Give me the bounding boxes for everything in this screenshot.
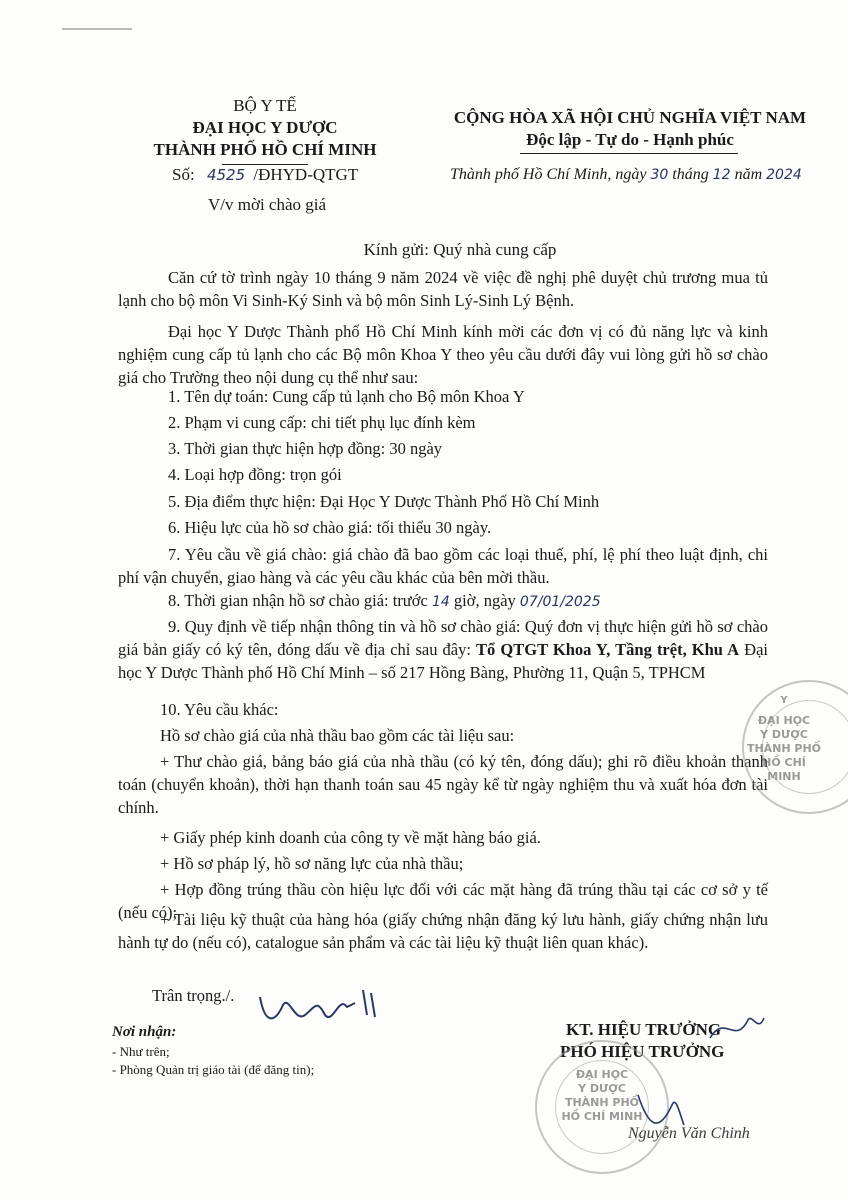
date-day-handwritten: 30 <box>650 167 669 183</box>
place-and-date: Thành phố Hồ Chí Minh, ngày 30 tháng 12 năm 2024 <box>450 166 802 183</box>
signer-role-2: PHÓ HIỆU TRƯỞNG <box>560 1042 725 1061</box>
document-number: Số: 4525 /ĐHYD-QTGT <box>172 165 359 184</box>
signature-scribble <box>700 1008 770 1048</box>
document-bullet-1: + Thư chào giá, bảng báo giá của nhà thầu (có ký tên, đóng dấu); ghi rõ điều khoản thanh toán (chuyển khoản), thời hạn thanh toán sau 45 ngày kể từ ngày nghiệm thu và xuất hóa đơn tài chính. <box>118 752 768 817</box>
deadline-hour-handwritten: 14 <box>431 594 450 610</box>
item-10-other-requirements: 10. Yêu cầu khác: <box>160 700 279 719</box>
item-9-submission-rules: 9. Quy định về tiếp nhận thông tin và hồ sơ chào giá: Quý đơn vị thực hiện gửi hồ sơ chào giá bản giấy có ký tên, đóng dấu về địa chỉ sau đây: Tổ QTGT Khoa Y, Tầng trệt, Khu A Đại học Y Dược Thành phố Hồ Chí Minh – số 217 Hồng Bàng, Phường 11, Quận 5, TPHCM <box>118 617 768 682</box>
document-number-handwritten: 4525 <box>206 166 246 184</box>
university-name-line1: ĐẠI HỌC Y DƯỢC <box>192 118 338 137</box>
signer-name: Nguyễn Văn Chinh <box>628 1125 750 1142</box>
item-1-estimate-name: 1. Tên dự toán: Cung cấp tủ lạnh cho Bộ môn Khoa Y <box>168 387 525 406</box>
document-subject: V/v mời chào giá <box>208 195 327 214</box>
paragraph-invitation: Đại học Y Dược Thành phố Hồ Chí Minh kính mời các đơn vị có đủ năng lực và kinh nghiệm cung cấp tủ lạnh cho các Bộ môn Khoa Y theo yêu cầu dưới đây vui lòng gửi hồ sơ chào giá cho Trường theo nội dung cụ thể như sau: <box>118 322 768 387</box>
date-year-handwritten: 2024 <box>766 167 802 183</box>
item-8-submission-deadline: 8. Thời gian nhận hồ sơ chào giá: trước 14 giờ, ngày 07/01/2025 <box>168 591 601 610</box>
country-name: CỘNG HÒA XÃ HỘI CHỦ NGHĨA VIỆT NAM <box>453 108 807 127</box>
item-2-scope: 2. Phạm vi cung cấp: chi tiết phụ lục đính kèm <box>168 413 476 432</box>
ministry-name: BỘ Y TẾ <box>233 96 297 115</box>
official-seal-text: ĐẠI HỌC Y DƯỢC THÀNH PHỐ HỒ CHÍ MINH <box>561 1068 643 1123</box>
document-bullet-2: + Giấy phép kinh doanh của công ty về mặt hàng báo giá. <box>160 828 541 847</box>
scan-mark <box>62 28 132 36</box>
signer-role-1: KT. HIỆU TRƯỞNG <box>566 1020 722 1039</box>
item-5-location: 5. Địa điểm thực hiện: Đại Học Y Dược Thành Phố Hồ Chí Minh <box>168 492 600 511</box>
recipients-title: Nơi nhận: <box>112 1024 177 1040</box>
document-bullet-5: + Tài liệu kỹ thuật của hàng hóa (giấy chứng nhận đăng ký lưu hành, giấy chứng nhận lưu hành tự do (nếu có), catalogue sản phẩm và các tài liệu kỹ thuật liên quan khác). <box>118 910 768 952</box>
side-seal-text: Y ĐẠI HỌC Y DƯỢC THÀNH PHỐ HỒ CHÍ MINH <box>746 695 822 783</box>
item-6-validity: 6. Hiệu lực của hồ sơ chào giá: tối thiểu 30 ngày. <box>168 518 492 537</box>
item-3-contract-duration: 3. Thời gian thực hiện hợp đồng: 30 ngày <box>168 439 443 458</box>
date-month-handwritten: 12 <box>712 167 731 183</box>
submission-address-bold: Tổ QTGT Khoa Y, Tầng trệt, Khu A <box>476 640 740 659</box>
recipient-1: - Như trên; <box>112 1044 170 1059</box>
document-bullet-3: + Hồ sơ pháp lý, hồ sơ năng lực của nhà thầu; <box>160 854 464 873</box>
document-bullet-4: + Hợp đồng trúng thầu còn hiệu lực đối với các mặt hàng đã trúng thầu tại các cơ sở y tế (nếu có); <box>118 880 768 922</box>
salutation: Kính gửi: Quý nhà cung cấp <box>363 240 557 259</box>
initials-scribble <box>255 985 385 1030</box>
recipient-2: - Phòng Quản trị giáo tài (để đăng tin); <box>112 1062 315 1077</box>
university-name-line2: THÀNH PHỐ HỒ CHÍ MINH <box>153 140 377 159</box>
header-underline-right <box>520 153 738 154</box>
national-motto: Độc lập - Tự do - Hạnh phúc <box>526 130 734 149</box>
item-7-price-requirements: 7. Yêu cầu về giá chào: giá chào đã bao gồm các loại thuế, phí, lệ phí theo luật định, chi phí vận chuyển, giao hàng và các yêu cầu khác của bên mời thầu. <box>118 545 768 587</box>
documents-intro: Hồ sơ chào giá của nhà thầu bao gồm các tài liệu sau: <box>160 726 515 745</box>
deadline-date-handwritten: 07/01/2025 <box>519 594 601 610</box>
closing-phrase: Trân trọng./. <box>152 986 235 1005</box>
item-4-contract-type: 4. Loại hợp đồng: trọn gói <box>168 465 342 484</box>
paragraph-basis: Căn cứ tờ trình ngày 10 tháng 9 năm 2024 về việc đề nghị phê duyệt chủ trương mua tủ lạnh cho bộ môn Vi Sinh-Ký Sinh và bộ môn Sinh Lý-Sinh Lý Bệnh. <box>118 268 768 310</box>
